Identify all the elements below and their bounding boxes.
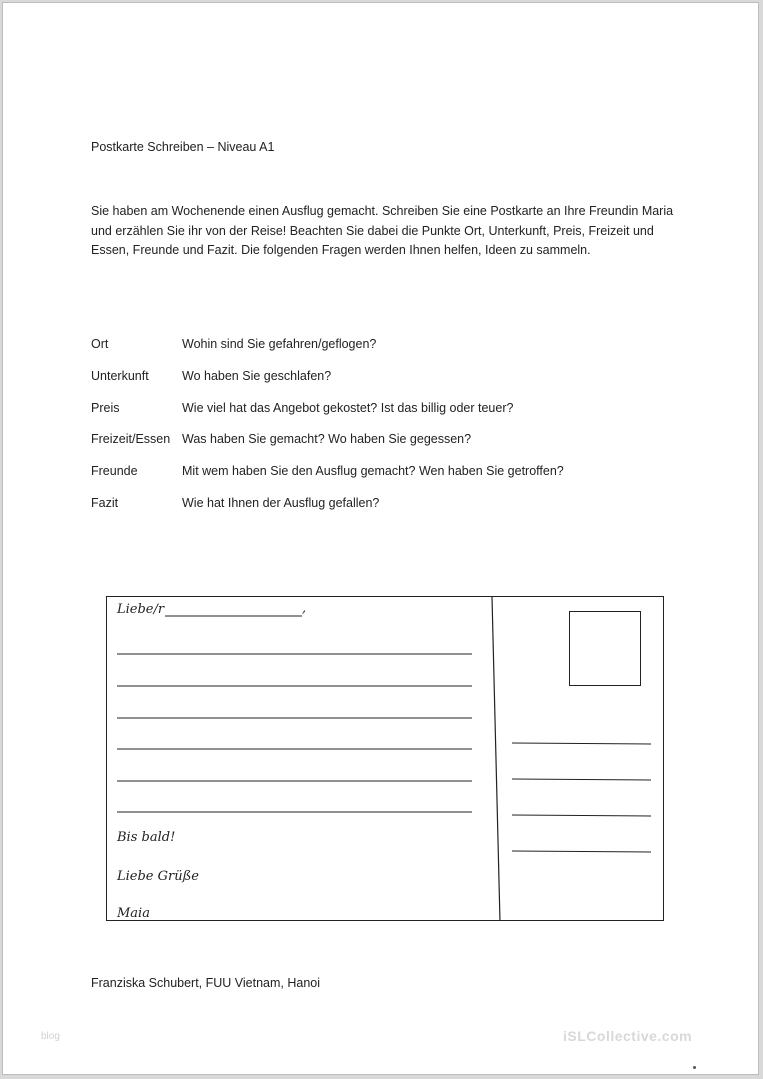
question-label: Ort [91,337,109,351]
intro-paragraph [91,202,691,261]
address-line [512,851,651,852]
question-text: Wie hat Ihnen der Ausflug gefallen? [182,496,380,510]
question-text: Wo haben Sie geschlafen? [182,369,332,383]
question-text: Wohin sind Sie gefahren/geflogen? [182,337,377,351]
author-credit: Franziska Schubert, FUU Vietnam, Hanoi [91,976,321,990]
salutation-comma: , [302,601,307,616]
question-text: Mit wem haben Sie den Ausflug gemacht? Wen haben Sie getroffen? [182,464,564,478]
question-text: Wie viel hat das Angebot gekostet? Ist das billig oder teuer? [182,401,514,415]
intro-line: und erzählen Sie ihr von der Reise! Beachten Sie dabei die Punkte Ort, Unterkunft, Preis, Freizeit und [91,223,654,238]
closing-bis-bald: Bis bald! [117,830,176,845]
question-text: Was haben Sie gemacht? Wo haben Sie gegessen? [182,432,472,446]
address-line [512,743,651,744]
question-label: Unterkunft [91,369,149,383]
intro-line: Essen, Freunde und Fazit. Die folgenden Fragen werden Ihnen helfen, Ideen zu sammeln. [91,243,591,257]
question-label: Preis [91,401,120,415]
stamp-box [569,611,641,686]
document-title: Postkarte Schreiben – Niveau A1 [91,140,275,154]
address-line [512,815,651,816]
watermark-left: blog [41,1031,60,1042]
dot-mark [693,1066,696,1069]
question-label: Freunde [91,464,138,478]
question-label: Fazit [91,496,119,510]
intro-line: Sie haben am Wochenende einen Ausflug gemacht. Schreiben Sie eine Postkarte an Ihre Freundin Maria [91,204,674,218]
postcard-divider [492,597,500,921]
watermark-right: iSLCollective.com [563,1028,693,1044]
salutation: Liebe/r [117,602,165,617]
address-line [512,779,651,780]
postcard [106,596,664,921]
question-label: Freizeit/Essen [91,432,171,446]
signature: Maia [117,906,150,921]
closing-liebe-gruesse: Liebe Grüße [117,869,199,884]
